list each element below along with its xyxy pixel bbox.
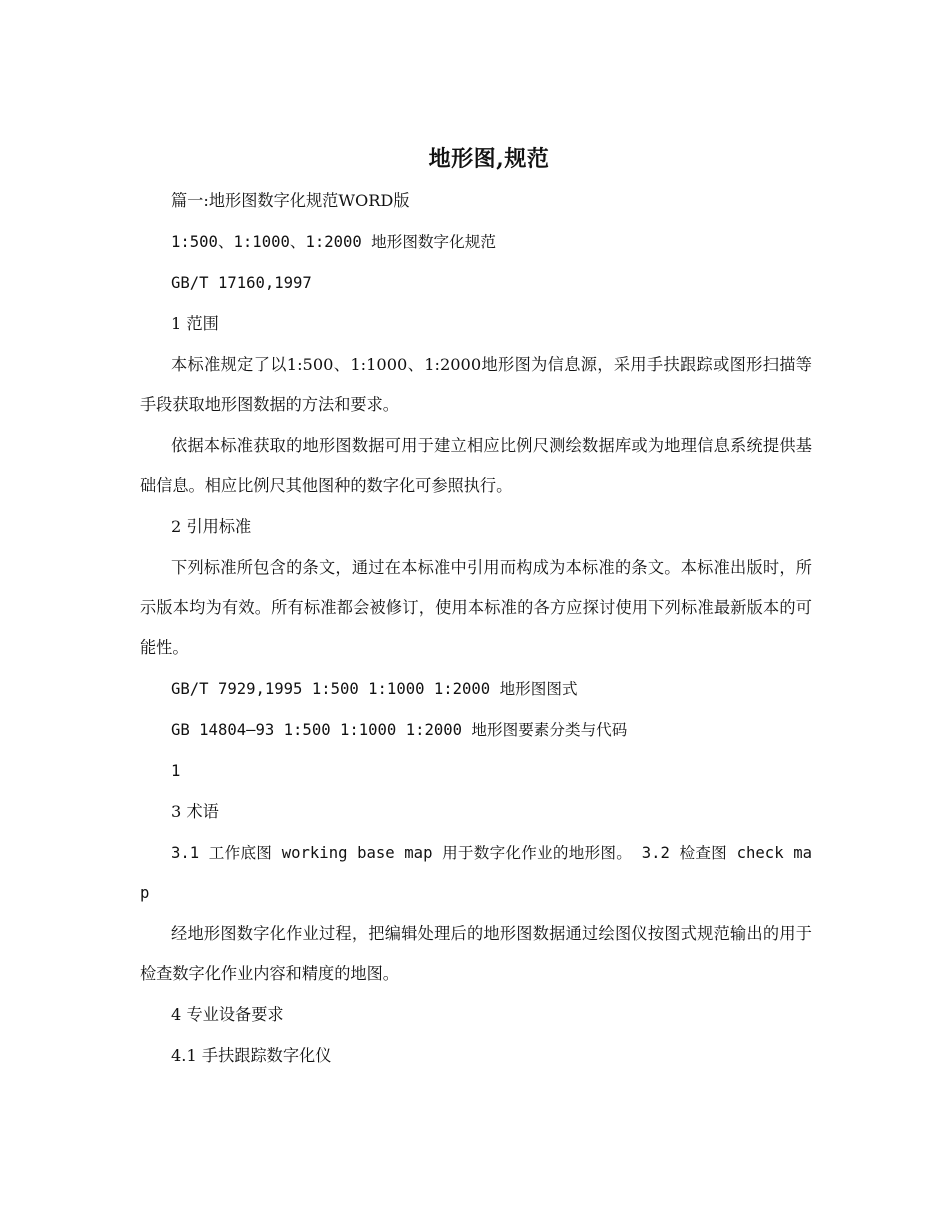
document-body [140,186,812,1082]
heading-equipment: 4 专业设备要求 [171,1005,284,1024]
heading-digitizer: 4.1 手扶跟踪数字化仪 [171,1046,332,1065]
paragraph-scope-2: 依据本标准获取的地形图数据可用于建立相应比例尺测绘数据库或为地理信息系统提供基础信息。相应比例尺其他图种的数字化可参照执行。 [140,436,812,495]
document-title: 地形图,规范 [428,146,550,172]
paragraph-scope-1: 本标准规定了以1:500、1:1000、1:2000地形图为信息源，采用手扶跟踪或图形扫描等手段获取地形图数据的方法和要求。 [140,355,812,414]
paragraph-standard-code: GB/T 17160,1997 [171,274,312,292]
heading-terms: 3 术语 [171,802,219,821]
paragraph-terms-definitions: 3.1 工作底图 working base map 用于数字化作业的地形图。 3.2 检查图 check map [140,844,812,902]
paragraph-references: 下列标准所包含的条文，通过在本标准中引用而构成为本标准的条文。本标准出版时，所示版本均为有效。所有标准都会被修订，使用本标准的各方应探讨使用下列标准最新版本的可能性。 [140,558,812,657]
reference-item-2: GB 14804—93 1:500 1:1000 1:2000 地形图要素分类与代码 [171,721,628,739]
reference-item-1: GB/T 7929,1995 1:500 1:1000 1:2000 地形图图式 [171,680,578,698]
heading-references: 2 引用标准 [171,517,252,536]
paragraph-check-map: 经地形图数字化作业过程，把编辑处理后的地形图数据通过绘图仪按图式规范输出的用于检查数字化作业内容和精度的地图。 [140,924,812,983]
page-number: 1 [171,762,181,780]
paragraph-standard-name: 1:500、1:1000、1:2000 地形图数字化规范 [171,233,496,251]
heading-scope: 1 范围 [171,314,219,333]
paragraph-source: 篇一:地形图数字化规范WORD版 [171,191,410,210]
